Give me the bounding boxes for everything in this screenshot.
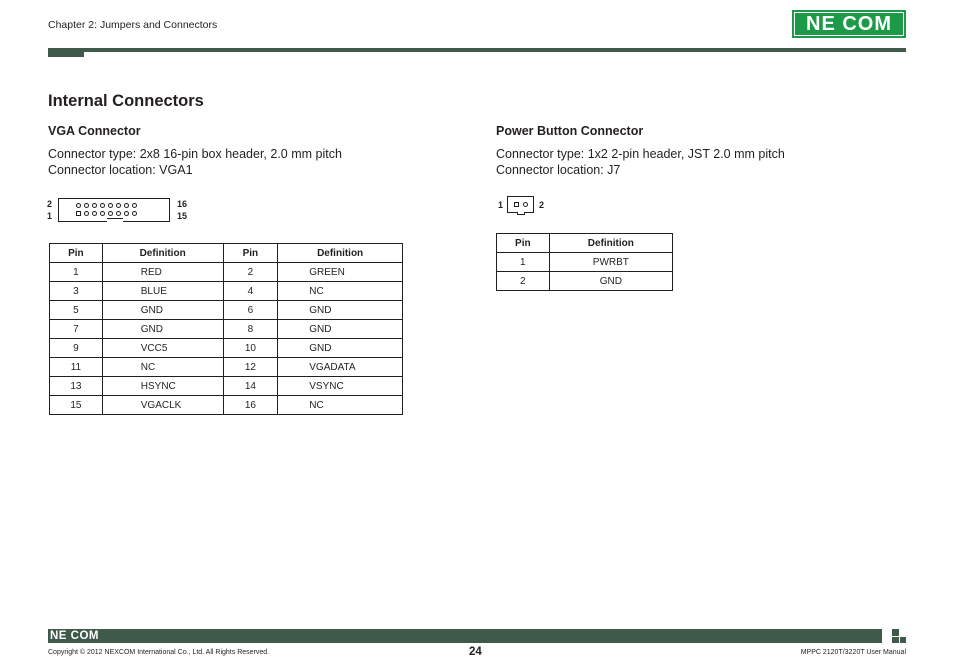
pin-cell: 15 bbox=[50, 396, 103, 415]
definition-cell: GND bbox=[278, 339, 403, 358]
definition-cell: VCC5 bbox=[102, 339, 223, 358]
header-rule bbox=[84, 48, 906, 52]
nexcom-logo bbox=[792, 10, 906, 38]
definition-cell: PWRBT bbox=[549, 253, 672, 272]
table-row bbox=[497, 272, 673, 291]
power-connector-diagram bbox=[507, 196, 534, 213]
pin-icon bbox=[100, 203, 105, 208]
definition-cell: VSYNC bbox=[278, 377, 403, 396]
pin-icon bbox=[92, 211, 97, 216]
connector-latch bbox=[517, 212, 525, 215]
pin-cell: 8 bbox=[223, 320, 278, 339]
power-pin-label-2: 2 bbox=[539, 200, 545, 210]
table-row bbox=[50, 396, 403, 415]
table-row bbox=[497, 253, 673, 272]
definition-cell: GND bbox=[102, 320, 223, 339]
pin-cell: 13 bbox=[50, 377, 103, 396]
power-section-title: Power Button Connector bbox=[496, 124, 644, 138]
pin-icon bbox=[84, 211, 89, 216]
power-connector-type: Connector type: 1x2 2-pin header, JST 2.0 mm pitch bbox=[496, 147, 785, 161]
pin-cell: 6 bbox=[223, 301, 278, 320]
table-header-row bbox=[50, 244, 403, 263]
pin-cell: 1 bbox=[497, 253, 550, 272]
column-header: Definition bbox=[549, 234, 672, 253]
power-pin-label-1: 1 bbox=[498, 200, 504, 210]
definition-cell: GREEN bbox=[278, 263, 403, 282]
page-title: Internal Connectors bbox=[48, 92, 204, 110]
definition-cell: RED bbox=[102, 263, 223, 282]
vga-pin-table bbox=[49, 243, 403, 415]
table-header-row bbox=[497, 234, 673, 253]
table-row bbox=[50, 320, 403, 339]
pin-cell: 1 bbox=[50, 263, 103, 282]
pin-icon bbox=[84, 203, 89, 208]
definition-cell: GND bbox=[278, 301, 403, 320]
column-header: Definition bbox=[278, 244, 403, 263]
vga-pin-label-1: 1 bbox=[47, 211, 53, 221]
definition-cell: NC bbox=[102, 358, 223, 377]
column-header: Pin bbox=[223, 244, 278, 263]
header-accent-block bbox=[48, 48, 84, 57]
chapter-title: Chapter 2: Jumpers and Connectors bbox=[48, 19, 218, 31]
vga-section-title: VGA Connector bbox=[48, 124, 141, 138]
copyright-text: Copyright © 2012 NEXCOM International Co., Ltd. All Rights Reserved. bbox=[48, 649, 270, 656]
definition-cell: GND bbox=[549, 272, 672, 291]
table-row bbox=[50, 339, 403, 358]
footer-square-icon bbox=[900, 637, 906, 643]
manual-title: MPPC 2120T/3220T User Manual bbox=[800, 649, 906, 656]
pin-cell: 12 bbox=[223, 358, 278, 377]
power-pin-table bbox=[496, 233, 673, 291]
pin-icon bbox=[76, 203, 81, 208]
connector-key-notch bbox=[107, 218, 123, 222]
vga-connector-diagram bbox=[58, 198, 170, 222]
page-number: 24 bbox=[469, 646, 482, 658]
logo-text: NE COM bbox=[806, 13, 892, 35]
footer-square-icon bbox=[892, 629, 899, 636]
column-header: Definition bbox=[102, 244, 223, 263]
definition-cell: VGACLK bbox=[102, 396, 223, 415]
table-row bbox=[50, 358, 403, 377]
pin-icon bbox=[523, 202, 528, 207]
pin-cell: 5 bbox=[50, 301, 103, 320]
pin-icon bbox=[116, 203, 121, 208]
pin-icon bbox=[132, 211, 137, 216]
table-row bbox=[50, 377, 403, 396]
footer-bar bbox=[48, 629, 882, 643]
footer-square-icon bbox=[892, 637, 899, 643]
pin-icon bbox=[124, 203, 129, 208]
pin-icon bbox=[116, 211, 121, 216]
vga-pin-label-15: 15 bbox=[177, 211, 188, 221]
pin-cell: 7 bbox=[50, 320, 103, 339]
column-header: Pin bbox=[497, 234, 550, 253]
pin-1-square-icon bbox=[76, 211, 81, 216]
power-connector-location: Connector location: J7 bbox=[496, 163, 621, 177]
pin-cell: 2 bbox=[223, 263, 278, 282]
pin-cell: 9 bbox=[50, 339, 103, 358]
pin-icon bbox=[92, 203, 97, 208]
table-row bbox=[50, 282, 403, 301]
definition-cell: GND bbox=[278, 320, 403, 339]
pin-cell: 16 bbox=[223, 396, 278, 415]
vga-pin-label-16: 16 bbox=[177, 199, 188, 209]
vga-connector-type: Connector type: 2x8 16-pin box header, 2.0 mm pitch bbox=[48, 147, 342, 161]
table-row bbox=[50, 301, 403, 320]
vga-connector-location: Connector location: VGA1 bbox=[48, 163, 193, 177]
definition-cell: NC bbox=[278, 282, 403, 301]
footer-logo: NE COM bbox=[50, 630, 99, 642]
definition-cell: HSYNC bbox=[102, 377, 223, 396]
table-row bbox=[50, 263, 403, 282]
column-header: Pin bbox=[50, 244, 103, 263]
pin-cell: 14 bbox=[223, 377, 278, 396]
pin-cell: 2 bbox=[497, 272, 550, 291]
pin-icon bbox=[100, 211, 105, 216]
pin-cell: 4 bbox=[223, 282, 278, 301]
pin-icon bbox=[132, 203, 137, 208]
pin-cell: 10 bbox=[223, 339, 278, 358]
pin-1-square-icon bbox=[514, 202, 519, 207]
definition-cell: BLUE bbox=[102, 282, 223, 301]
vga-pin-label-2: 2 bbox=[47, 199, 53, 209]
pin-cell: 3 bbox=[50, 282, 103, 301]
definition-cell: GND bbox=[102, 301, 223, 320]
pin-cell: 11 bbox=[50, 358, 103, 377]
pin-icon bbox=[108, 211, 113, 216]
pin-icon bbox=[124, 211, 129, 216]
definition-cell: NC bbox=[278, 396, 403, 415]
pin-icon bbox=[108, 203, 113, 208]
definition-cell: VGADATA bbox=[278, 358, 403, 377]
